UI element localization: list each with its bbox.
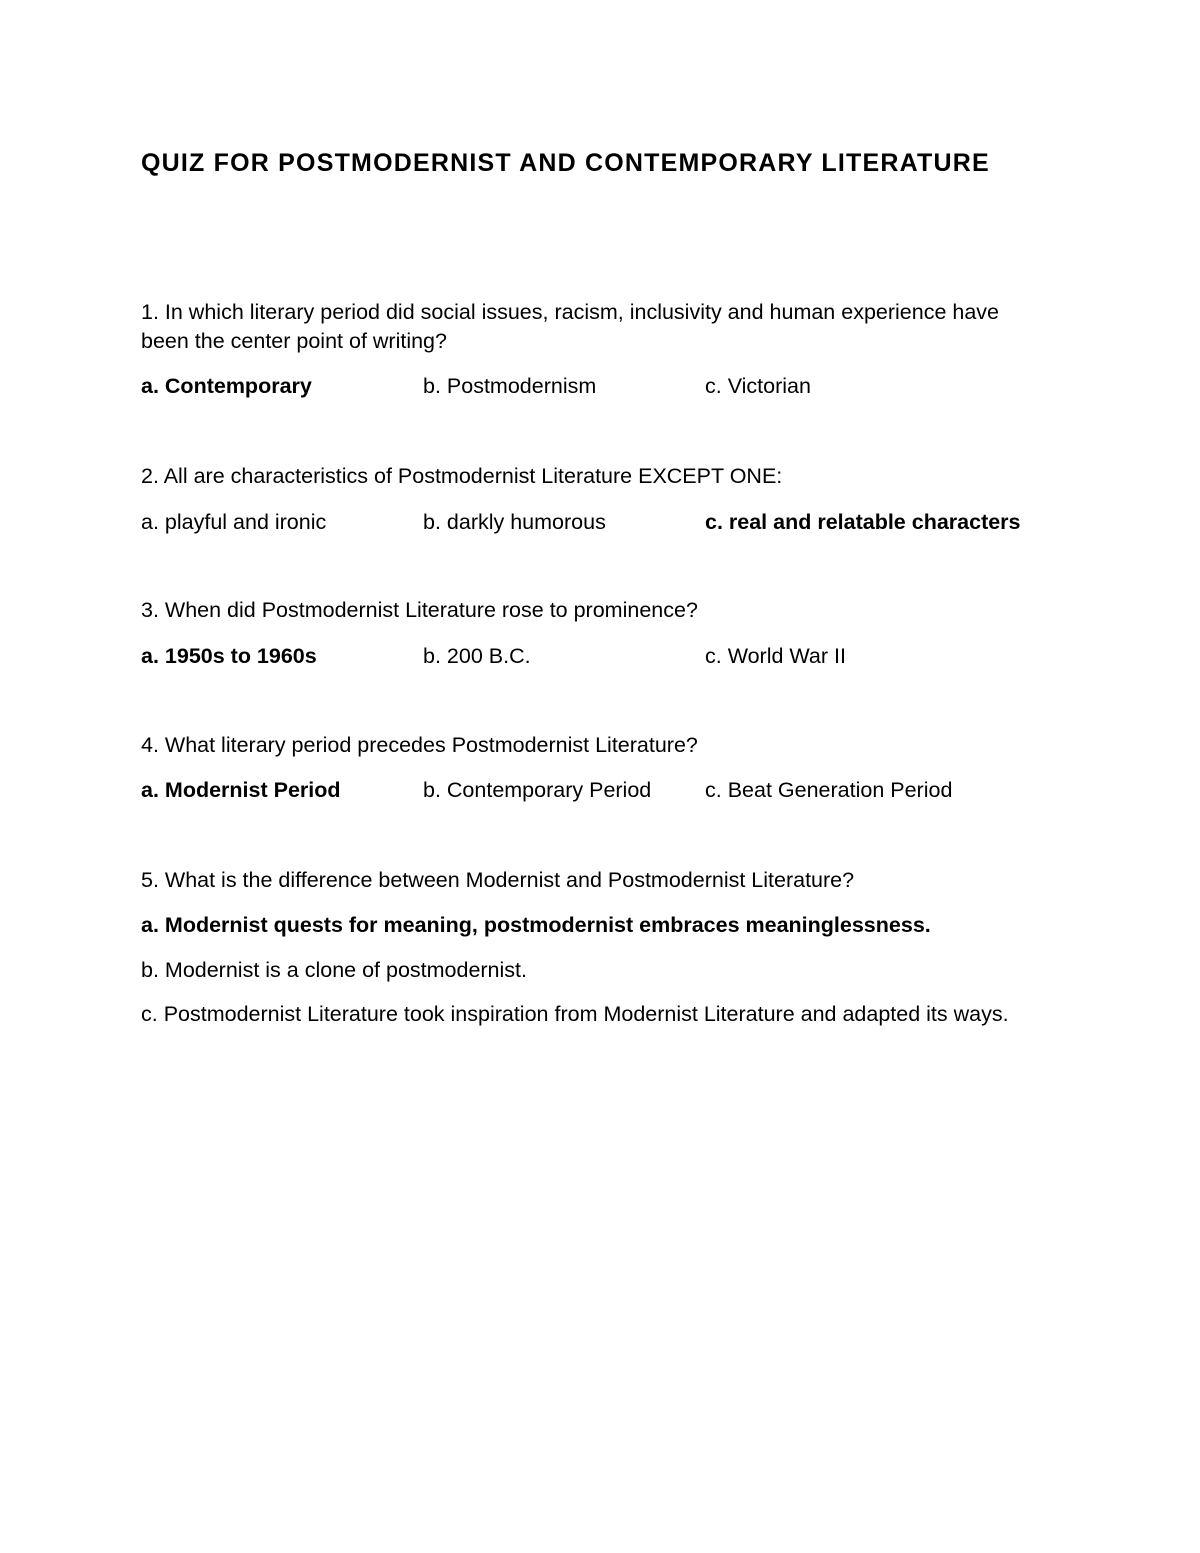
quiz-title: QUIZ FOR POSTMODERNIST AND CONTEMPORARY LITERATURE xyxy=(141,149,990,177)
question-2-option-a: a. playful and ironic xyxy=(141,510,327,534)
question-3-option-c: c. World War II xyxy=(705,644,846,668)
question-3-option-b: b. 200 B.C. xyxy=(423,644,531,668)
question-4-option-c: c. Beat Generation Period xyxy=(705,778,953,802)
question-5-option-c: c. Postmodernist Literature took inspiration from Modernist Literature and adapted its ways. xyxy=(141,1002,1009,1026)
question-1-option-b: b. Postmodernism xyxy=(423,374,597,398)
document-page xyxy=(141,0,1061,1553)
question-2: 2. All are characteristics of Postmodernist Literature EXCEPT ONE: xyxy=(141,464,783,488)
question-2-options xyxy=(141,507,1081,537)
question-2-option-c: c. real and relatable characters xyxy=(705,510,1021,534)
question-5-option-a: a. Modernist quests for meaning, postmodernist embraces meaninglessness. xyxy=(141,913,931,937)
question-4-option-a: a. Modernist Period xyxy=(141,778,341,802)
question-3-options xyxy=(141,641,1081,671)
question-5: 5. What is the difference between Modernist and Postmodernist Literature? xyxy=(141,868,855,892)
question-3-option-a: a. 1950s to 1960s xyxy=(141,644,317,668)
question-4-option-b: b. Contemporary Period xyxy=(423,778,652,802)
question-4-options xyxy=(141,775,1081,805)
question-4: 4. What literary period precedes Postmodernist Literature? xyxy=(141,733,698,757)
question-1: 1. In which literary period did social issues, racism, inclusivity and human experience have been the center point of writing? xyxy=(141,300,1000,353)
question-5-option-b: b. Modernist is a clone of postmodernist. xyxy=(141,958,527,982)
question-1-option-a: a. Contemporary xyxy=(141,374,312,398)
question-2-option-b: b. darkly humorous xyxy=(423,510,606,534)
question-3: 3. When did Postmodernist Literature rose to prominence? xyxy=(141,598,698,622)
question-1-options xyxy=(141,371,1081,401)
question-1-option-c: c. Victorian xyxy=(705,374,811,398)
